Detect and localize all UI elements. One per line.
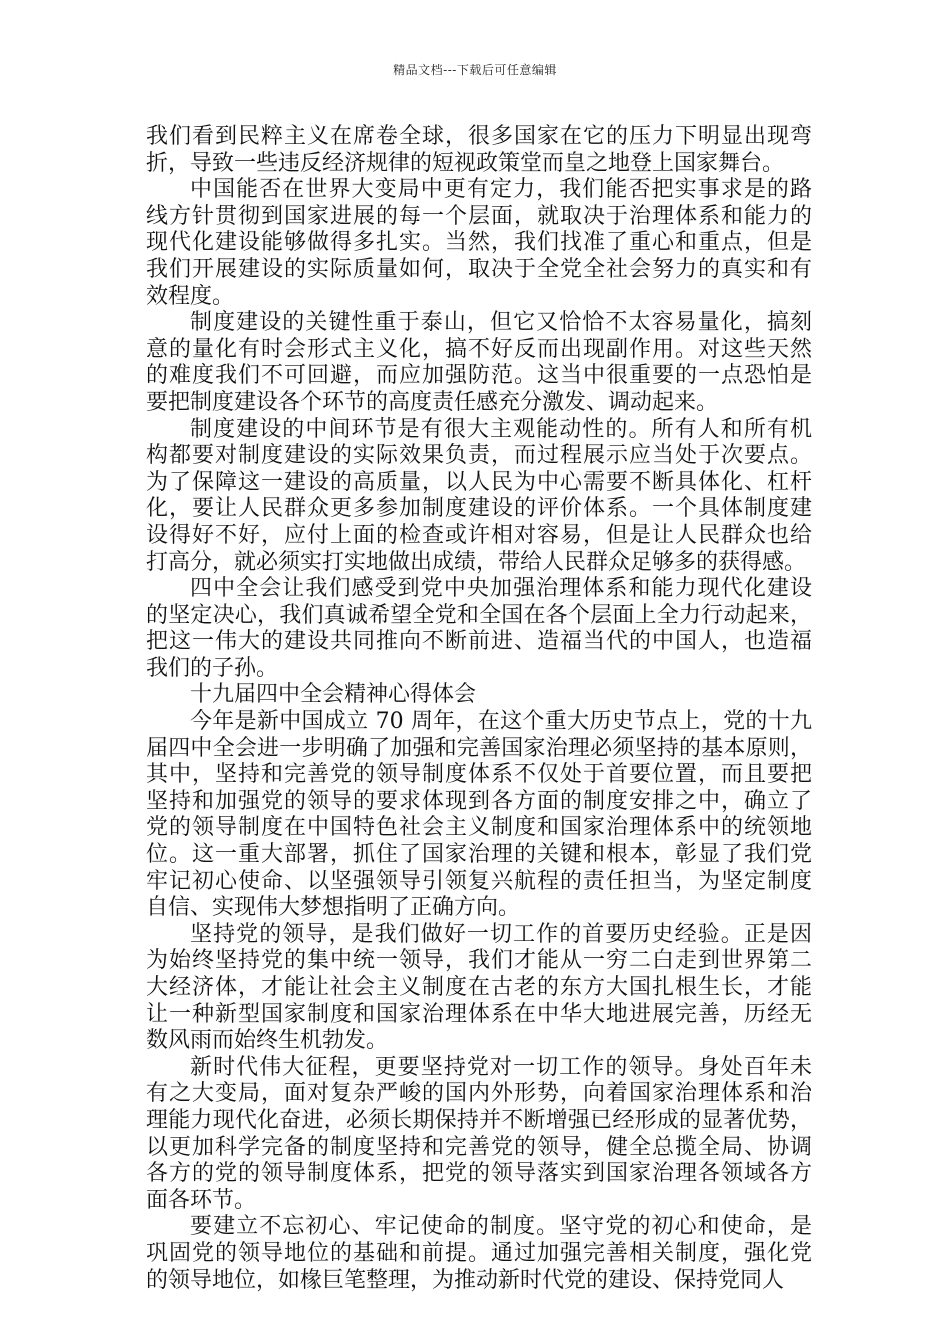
text-line: 为了保障这一建设的高质量，以人民为中心需要不断具体化、杠杆	[146, 469, 812, 495]
text-line: 线方针贯彻到国家进展的每一个层面，就取决于治理体系和能力的	[146, 203, 812, 229]
text-line: 制度建设的中间环节是有很大主观能动性的。所有人和所有机	[190, 416, 812, 442]
text-line: 让一种新型国家制度和国家治理体系在中华大地进展完善，历经无	[146, 1001, 812, 1027]
paragraph	[146, 177, 812, 310]
text-line: 理能力现代化奋进，必须长期保持并不断增强已经形成的显著优势，	[146, 1107, 812, 1133]
text-line: 坚持党的领导，是我们做好一切工作的首要历史经验。正是因	[190, 921, 812, 947]
paragraph	[146, 1055, 812, 1215]
text-line: 位。这一重大部署，抓住了国家治理的关键和根本，彰显了我们党	[146, 842, 812, 868]
text-line: 的难度我们不可回避，而应加强防范。这当中很重要的一点恐怕是	[146, 363, 812, 389]
paragraph	[146, 124, 812, 177]
text-line: 我们开展建设的实际质量如何，取决于全党全社会努力的真实和有	[146, 256, 812, 282]
text-line: 十九届四中全会精神心得体会	[190, 682, 477, 708]
text-line: 有之大变局，面对复杂严峻的国内外形势，向着国家治理体系和治	[146, 1081, 812, 1107]
text-line: 大经济体，才能让社会主义制度在古老的东方大国扎根生长，才能	[146, 975, 812, 1000]
text-line: 我们的子孙。	[146, 655, 279, 681]
text-line: 要建立不忘初心、牢记使命的制度。坚守党的初心和使命，是	[190, 1214, 812, 1240]
text-line: 意的量化有时会形式主义化，搞不好反而出现副作用。对这些天然	[146, 336, 812, 362]
text-line: 化，要让人民群众更多参加制度建设的评价体系。一个具体制度建	[146, 496, 812, 522]
text-line: 四中全会让我们感受到党中央加强治理体系和能力现代化建设	[190, 576, 812, 602]
paragraph	[146, 1214, 812, 1294]
text-line: 数风雨而始终生机勃发。	[146, 1028, 389, 1054]
text-line: 要把制度建设各个环节的高度责任感充分激发、调动起来。	[146, 389, 719, 415]
text-line: 其中，坚持和完善党的领导制度体系不仅处于首要位置，而且要把	[146, 762, 812, 788]
text-line: 我们看到民粹主义在席卷全球，很多国家在它的压力下明显出现弯	[146, 124, 812, 149]
text-line: 党的领导制度在中国特色社会主义制度和国家治理体系中的统领地	[146, 815, 812, 841]
text-line: 各方的党的领导制度体系，把党的领导落实到国家治理各领域各方	[146, 1161, 812, 1187]
text-line: 制度建设的关键性重于泰山，但它又恰恰不太容易量化，搞刻	[190, 310, 812, 336]
paragraph	[146, 922, 812, 1055]
text-line: 今年是新中国成立 70 周年，在这个重大历史节点上，党的十九	[190, 709, 812, 735]
text-line: 以更加科学完备的制度坚持和完善党的领导，健全总揽全局、协调	[146, 1134, 812, 1160]
text-line: 现代化建设能够做得多扎实。当然，我们找准了重心和重点，但是	[146, 230, 812, 256]
text-line: 自信、实现伟大梦想指明了正确方向。	[146, 895, 521, 921]
text-line: 巩固党的领导地位的基础和前提。通过加强完善相关制度，强化党	[146, 1240, 812, 1266]
text-line: 效程度。	[146, 283, 235, 309]
text-line: 设得好不好，应付上面的检查或许相对容易，但是让人民群众也给	[146, 522, 812, 548]
text-line: 的坚定决心，我们真诚希望全党和全国在各个层面上全力行动起来，	[146, 602, 812, 628]
page-header: 精品文档---下载后可任意编辑	[393, 63, 557, 77]
text-line: 新时代伟大征程，更要坚持党对一切工作的领导。身处百年未	[190, 1054, 812, 1080]
text-line: 折，导致一些违反经济规律的短视政策堂而皇之地登上国家舞台。	[146, 150, 785, 176]
text-line: 坚持和加强党的领导的要求体现到各方面的制度安排之中，确立了	[146, 788, 812, 814]
text-line: 届四中全会进一步明确了加强和完善国家治理必须坚持的基本原则，	[146, 735, 812, 761]
paragraph	[146, 417, 812, 577]
paragraph	[146, 310, 812, 416]
text-line: 打高分，就必须实打实地做出成绩，带给人民群众足够多的获得感。	[146, 549, 807, 575]
paragraph	[146, 682, 812, 709]
text-line: 为始终坚持党的集中统一领导，我们才能从一穷二白走到世界第二	[146, 948, 812, 974]
text-line: 构都要对制度建设的实际效果负责，而过程展示应当处于次要点。	[146, 443, 812, 469]
text-line: 把这一伟大的建设共同推向不断前进、造福当代的中国人，也造福	[146, 629, 812, 655]
text-line: 中国能否在世界大变局中更有定力，我们能否把实事求是的路	[190, 177, 812, 203]
text-line: 牢记初心使命、以坚强领导引领复兴航程的责任担当，为坚定制度	[146, 868, 812, 894]
text-line: 面各环节。	[146, 1187, 257, 1213]
paragraph	[146, 576, 812, 682]
paragraph	[146, 709, 812, 922]
text-line: 的领导地位，如椽巨笔整理，为推动新时代党的建设、保持党同人	[146, 1267, 785, 1293]
document-body	[146, 124, 812, 1294]
